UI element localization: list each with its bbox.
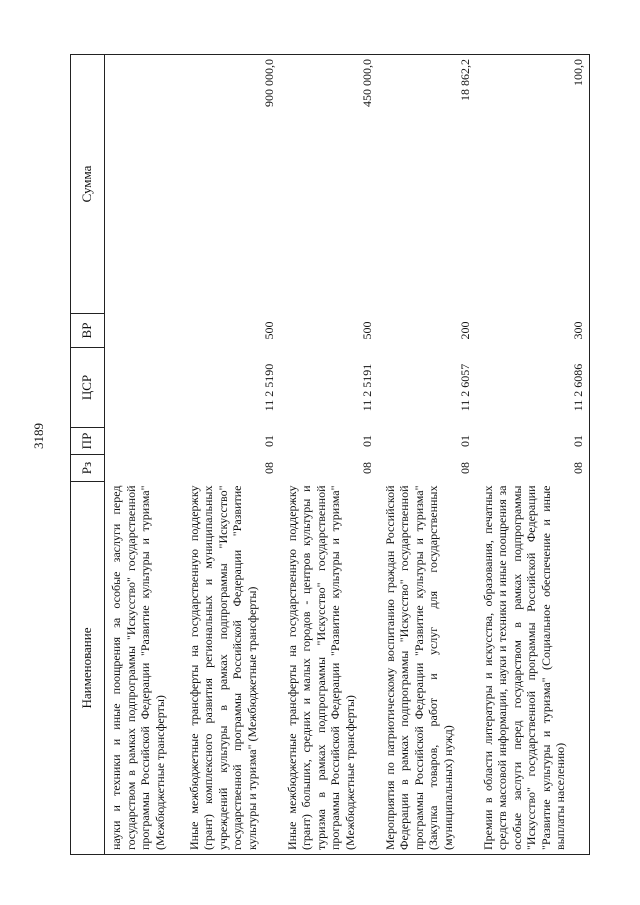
row-vr: 500 xyxy=(360,321,374,340)
header-sum: Сумма xyxy=(71,55,105,314)
row-pr: 01 xyxy=(262,435,276,447)
table-row xyxy=(281,55,379,855)
row-vr: 200 xyxy=(458,321,472,340)
row-rz: 08 xyxy=(477,455,590,482)
row-pr: 01 xyxy=(477,428,590,455)
row-pr xyxy=(105,428,183,455)
table-row xyxy=(105,55,183,855)
row-vr: 300 xyxy=(477,314,590,348)
row-sum: 100,0 xyxy=(477,55,590,314)
row-sum: 450 000,0 xyxy=(281,55,379,314)
row-pr: 01 xyxy=(458,435,472,447)
rotated-table-container xyxy=(70,55,600,855)
row-csr xyxy=(105,348,183,428)
row-name: Мероприятия по патриотическому воспитанию граждан Российской Федерации в рамках подпрограммы "Искусство" государственной программы Российской Федерации "Развитие культуры и туризма" (Закупка товаров, работ и услуг для государственных (муниципальных) нужд) xyxy=(379,482,477,855)
header-name: Наименование xyxy=(71,482,105,855)
row-vr xyxy=(105,314,183,348)
row-rz xyxy=(105,455,183,482)
table-row xyxy=(183,55,281,855)
row-name: Иные межбюджетные трансферты на государственную поддержку (грант) комплексного развития региональных и муниципальных учреждений культуры в рамках подпрограммы "Искусство" государственной программы Российской Федерации "Развитие культуры и туризма" (Межбюджетные трансферты) xyxy=(183,482,281,855)
row-rz: 08 xyxy=(360,462,374,474)
budget-table xyxy=(70,54,590,855)
row-name: науки и техники и иные поощрения за особые заслуги перед государством в рамках подпрограммы "Искусство" государственной программы Российской Федерации "Развитие культуры и туризма" (Межбюджетные трансферты) xyxy=(105,482,183,855)
table-row xyxy=(379,55,477,855)
row-sum xyxy=(105,55,183,314)
row-name: Премии в области литературы и искусства, образования, печатных средств массовой информации, науки и техники и иные поощрения за особые заслуги перед государством в рамках подпрограммы "Искусство" государственной программы Российской Федерации "Развитие культуры и туризма" (Социальное обеспечение и иные выплаты населению) xyxy=(477,482,590,855)
table-row xyxy=(477,55,590,855)
row-csr: 11 2 6057 xyxy=(458,363,472,412)
row-csr: 11 2 5190 xyxy=(262,363,276,412)
row-csr: 11 2 5191 xyxy=(360,363,374,412)
row-rz: 08 xyxy=(262,462,276,474)
row-sum: 900 000,0 xyxy=(183,55,281,314)
row-vr: 500 xyxy=(262,321,276,340)
page-number: 3189 xyxy=(31,423,46,449)
header-pr: ПР xyxy=(71,428,105,455)
row-csr: 11 2 6086 xyxy=(477,348,590,428)
row-name: Иные межбюджетные трансферты на государственную поддержку (грант) больших, средних и малых городов - центров культуры и туризма в рамках подпрограммы "Искусство" государственной программы Российской Федерации "Развитие культуры и туризма" (Межбюджетные трансферты) xyxy=(281,482,379,855)
header-rz: Рз xyxy=(71,455,105,482)
row-sum: 18 862,2 xyxy=(379,55,477,314)
row-pr: 01 xyxy=(360,435,374,447)
header-csr: ЦСР xyxy=(71,348,105,428)
row-rz: 08 xyxy=(458,462,472,474)
header-vr: ВР xyxy=(71,314,105,348)
table-header-row xyxy=(71,55,105,855)
